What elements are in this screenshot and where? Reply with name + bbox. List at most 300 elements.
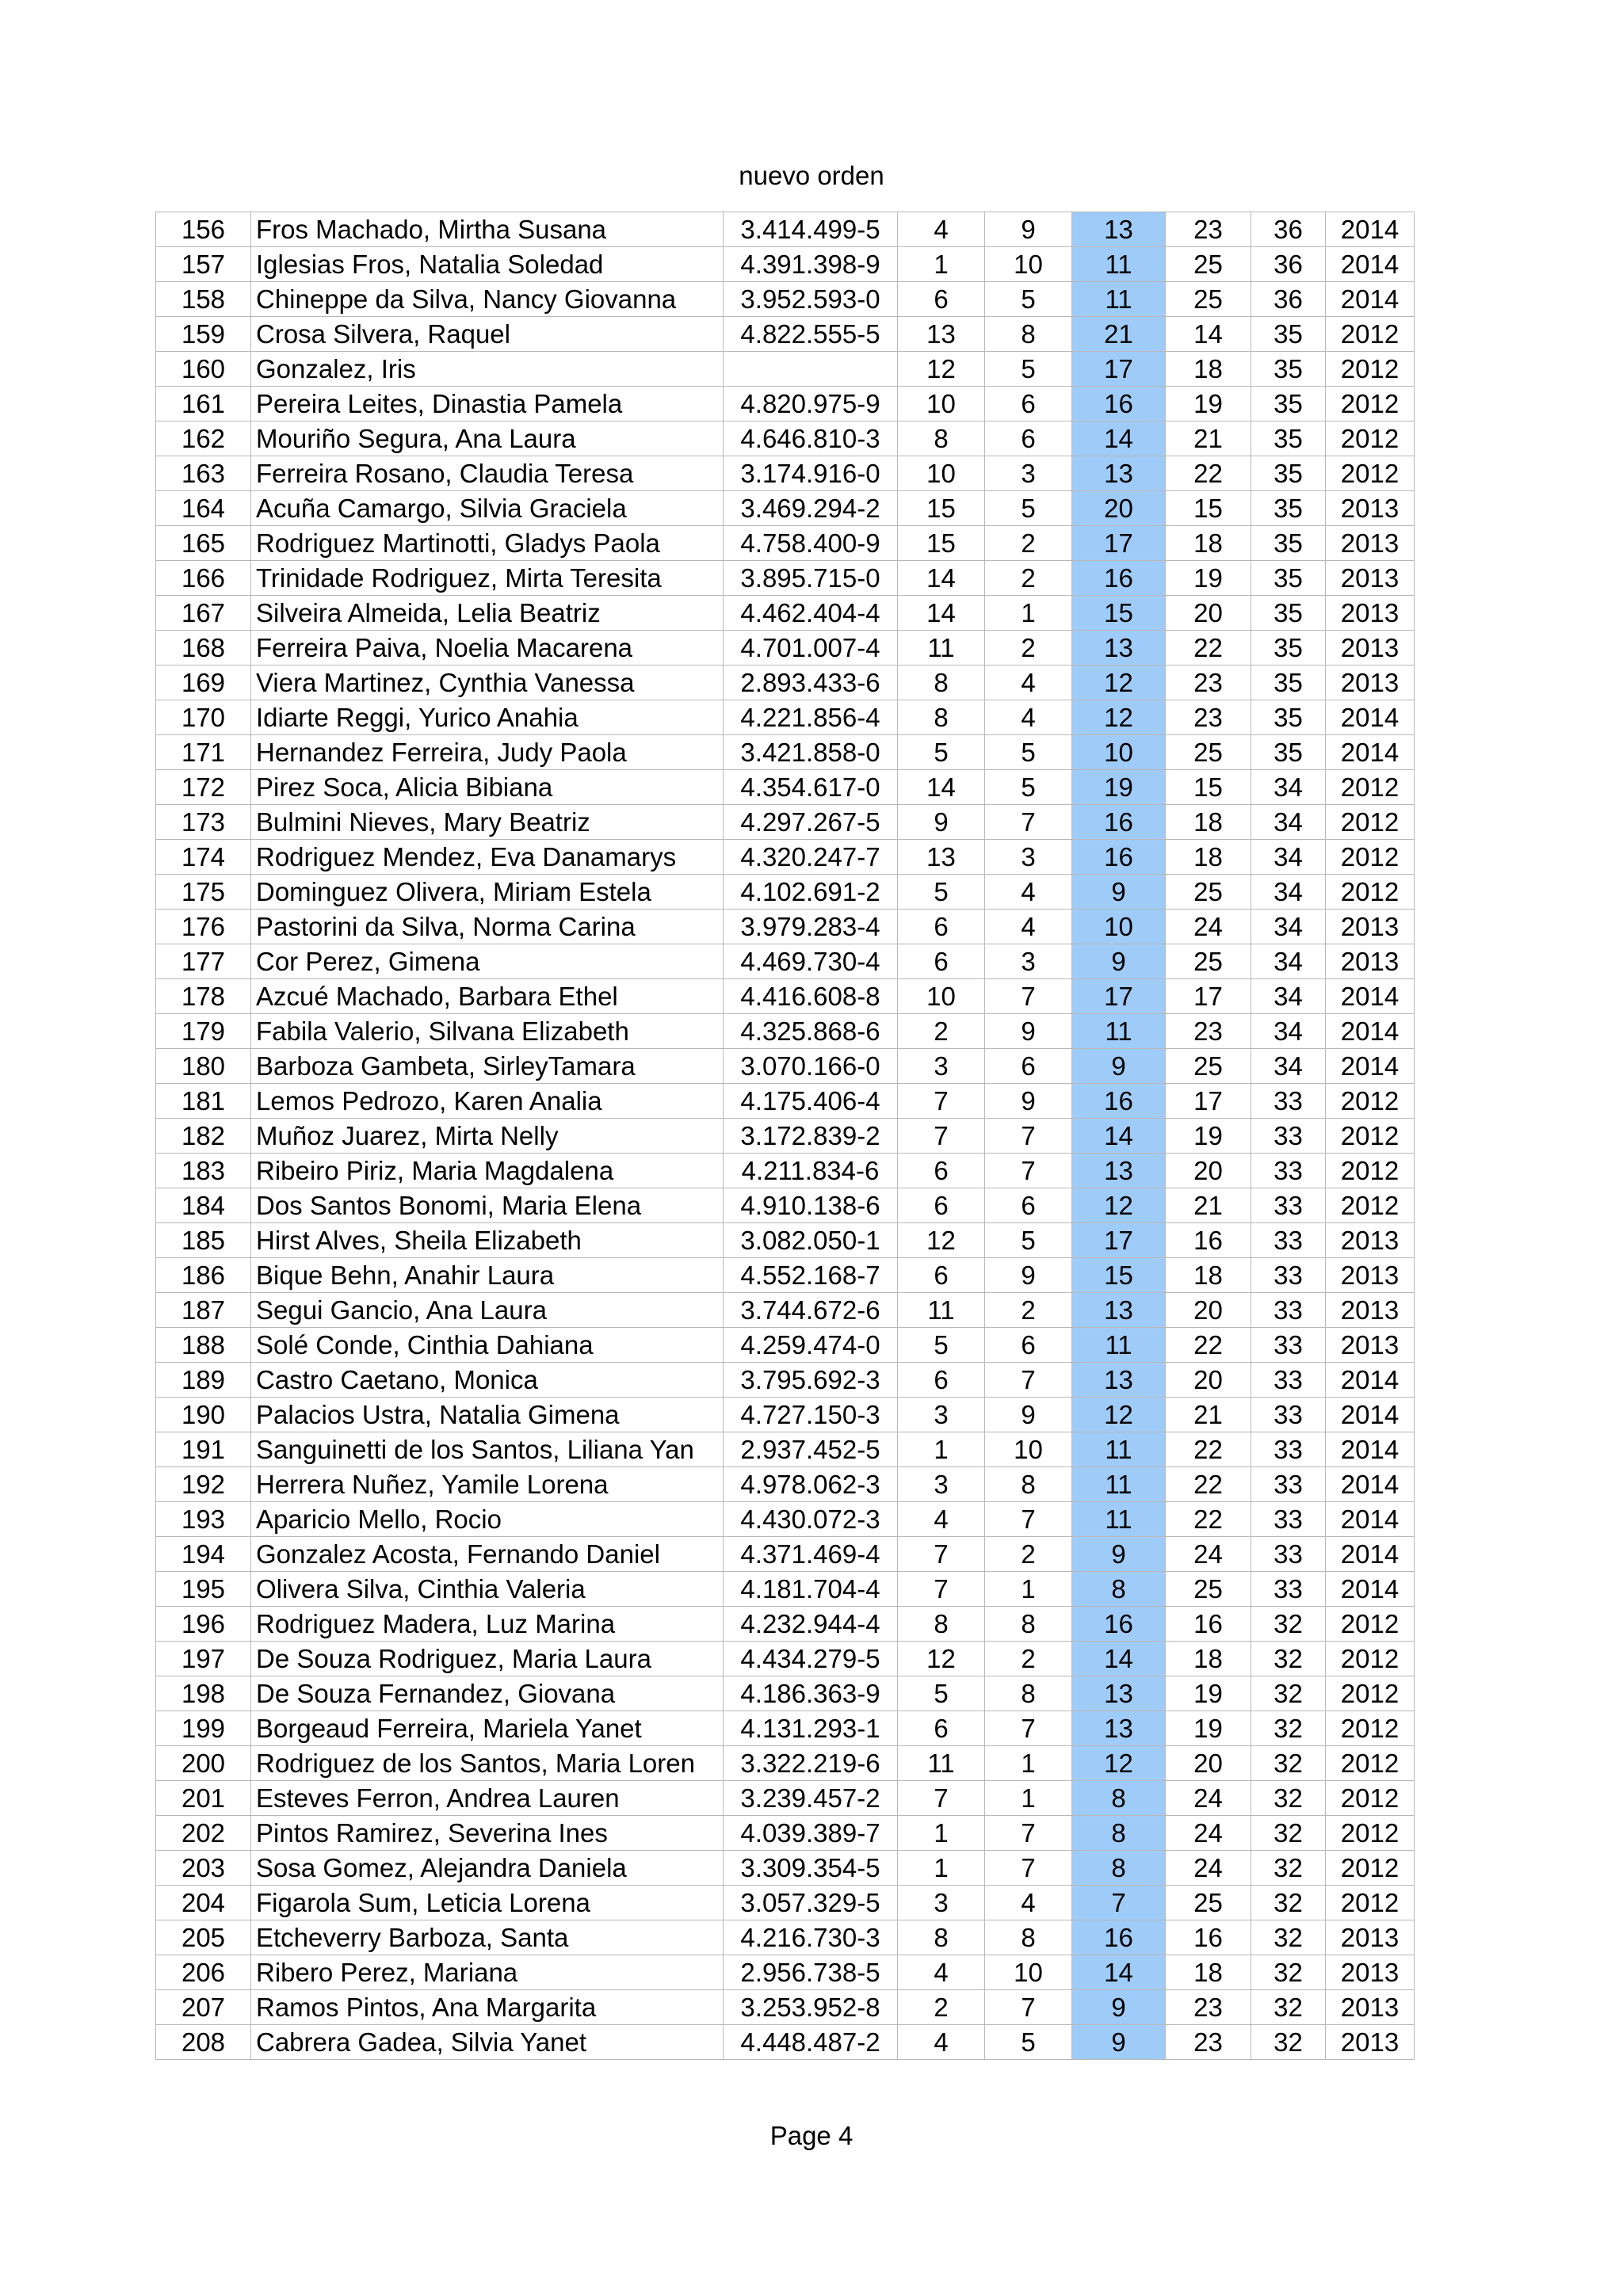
table-row bbox=[156, 247, 1415, 282]
cell-score-a: 3 bbox=[898, 1398, 985, 1432]
cell-score-c: 19 bbox=[1166, 1711, 1251, 1746]
table-row bbox=[156, 1781, 1415, 1816]
cell-year: 2014 bbox=[1326, 1537, 1415, 1572]
cell-score-total: 8 bbox=[1072, 1572, 1166, 1607]
cell-score-d: 35 bbox=[1251, 352, 1326, 387]
cell-full-name: Viera Martinez, Cynthia Vanessa bbox=[251, 666, 724, 700]
cell-score-d: 35 bbox=[1251, 456, 1326, 491]
cell-id-number: 4.232.944-4 bbox=[724, 1607, 898, 1642]
cell-score-total: 8 bbox=[1072, 1816, 1166, 1851]
cell-score-b: 5 bbox=[985, 1223, 1072, 1258]
cell-year: 2013 bbox=[1326, 666, 1415, 700]
cell-score-total: 9 bbox=[1072, 944, 1166, 979]
cell-row-number: 194 bbox=[156, 1537, 251, 1572]
cell-score-c: 24 bbox=[1166, 910, 1251, 944]
cell-row-number: 197 bbox=[156, 1642, 251, 1676]
cell-score-a: 1 bbox=[898, 1851, 985, 1886]
cell-id-number: 3.309.354-5 bbox=[724, 1851, 898, 1886]
cell-score-a: 5 bbox=[898, 1328, 985, 1363]
table-row bbox=[156, 910, 1415, 944]
cell-row-number: 174 bbox=[156, 840, 251, 875]
cell-score-total: 16 bbox=[1072, 840, 1166, 875]
cell-score-c: 22 bbox=[1166, 1432, 1251, 1467]
table-row bbox=[156, 1851, 1415, 1886]
cell-score-d: 32 bbox=[1251, 1711, 1326, 1746]
cell-score-c: 18 bbox=[1166, 526, 1251, 561]
cell-id-number: 4.297.267-5 bbox=[724, 805, 898, 840]
cell-score-b: 2 bbox=[985, 1293, 1072, 1328]
cell-year: 2013 bbox=[1326, 631, 1415, 666]
cell-year: 2013 bbox=[1326, 1258, 1415, 1293]
cell-score-a: 12 bbox=[898, 352, 985, 387]
cell-score-d: 34 bbox=[1251, 944, 1326, 979]
cell-score-total: 9 bbox=[1072, 1049, 1166, 1084]
cell-score-d: 35 bbox=[1251, 421, 1326, 456]
cell-row-number: 171 bbox=[156, 735, 251, 770]
cell-row-number: 179 bbox=[156, 1014, 251, 1049]
cell-full-name: Muñoz Juarez, Mirta Nelly bbox=[251, 1119, 724, 1154]
cell-score-a: 10 bbox=[898, 456, 985, 491]
table-row bbox=[156, 1014, 1415, 1049]
cell-score-b: 2 bbox=[985, 1642, 1072, 1676]
cell-score-total: 19 bbox=[1072, 770, 1166, 805]
cell-full-name: Fros Machado, Mirtha Susana bbox=[251, 212, 724, 247]
cell-score-d: 34 bbox=[1251, 770, 1326, 805]
cell-row-number: 192 bbox=[156, 1467, 251, 1502]
cell-score-a: 6 bbox=[898, 910, 985, 944]
cell-score-b: 4 bbox=[985, 666, 1072, 700]
cell-year: 2013 bbox=[1326, 2025, 1415, 2060]
table-row bbox=[156, 526, 1415, 561]
cell-score-b: 4 bbox=[985, 700, 1072, 735]
table-row bbox=[156, 317, 1415, 352]
cell-score-d: 32 bbox=[1251, 1781, 1326, 1816]
cell-full-name: Ribeiro Piriz, Maria Magdalena bbox=[251, 1154, 724, 1188]
cell-score-b: 3 bbox=[985, 840, 1072, 875]
cell-row-number: 185 bbox=[156, 1223, 251, 1258]
cell-id-number: 3.253.952-8 bbox=[724, 1990, 898, 2025]
cell-score-d: 36 bbox=[1251, 212, 1326, 247]
cell-score-b: 7 bbox=[985, 1154, 1072, 1188]
cell-score-a: 11 bbox=[898, 1293, 985, 1328]
cell-score-d: 32 bbox=[1251, 1642, 1326, 1676]
cell-score-d: 33 bbox=[1251, 1328, 1326, 1363]
table-row bbox=[156, 805, 1415, 840]
cell-year: 2014 bbox=[1326, 1572, 1415, 1607]
cell-full-name: Castro Caetano, Monica bbox=[251, 1363, 724, 1398]
cell-id-number: 3.082.050-1 bbox=[724, 1223, 898, 1258]
cell-score-d: 32 bbox=[1251, 1816, 1326, 1851]
cell-score-b: 6 bbox=[985, 1328, 1072, 1363]
cell-full-name: Lemos Pedrozo, Karen Analia bbox=[251, 1084, 724, 1119]
cell-year: 2012 bbox=[1326, 456, 1415, 491]
cell-score-d: 35 bbox=[1251, 700, 1326, 735]
table-row bbox=[156, 1049, 1415, 1084]
cell-score-b: 10 bbox=[985, 1432, 1072, 1467]
cell-row-number: 178 bbox=[156, 979, 251, 1014]
cell-year: 2013 bbox=[1326, 1990, 1415, 2025]
table-row bbox=[156, 1676, 1415, 1711]
table-row bbox=[156, 1642, 1415, 1676]
cell-score-d: 33 bbox=[1251, 1363, 1326, 1398]
cell-row-number: 200 bbox=[156, 1746, 251, 1781]
cell-id-number: 4.320.247-7 bbox=[724, 840, 898, 875]
table-row bbox=[156, 1188, 1415, 1223]
table-row bbox=[156, 735, 1415, 770]
cell-row-number: 198 bbox=[156, 1676, 251, 1711]
cell-score-d: 35 bbox=[1251, 631, 1326, 666]
cell-year: 2013 bbox=[1326, 1955, 1415, 1990]
cell-row-number: 203 bbox=[156, 1851, 251, 1886]
cell-score-c: 18 bbox=[1166, 1642, 1251, 1676]
cell-score-a: 6 bbox=[898, 944, 985, 979]
cell-score-b: 6 bbox=[985, 1049, 1072, 1084]
cell-score-a: 4 bbox=[898, 2025, 985, 2060]
cell-score-c: 19 bbox=[1166, 561, 1251, 596]
cell-score-b: 1 bbox=[985, 596, 1072, 631]
cell-score-a: 8 bbox=[898, 1607, 985, 1642]
cell-score-b: 6 bbox=[985, 421, 1072, 456]
cell-score-d: 34 bbox=[1251, 875, 1326, 910]
cell-score-a: 2 bbox=[898, 1014, 985, 1049]
cell-score-b: 1 bbox=[985, 1572, 1072, 1607]
cell-score-d: 32 bbox=[1251, 1676, 1326, 1711]
cell-score-total: 14 bbox=[1072, 421, 1166, 456]
cell-score-c: 23 bbox=[1166, 1014, 1251, 1049]
cell-id-number: 3.895.715-0 bbox=[724, 561, 898, 596]
cell-year: 2012 bbox=[1326, 352, 1415, 387]
cell-score-d: 34 bbox=[1251, 1049, 1326, 1084]
cell-year: 2012 bbox=[1326, 1711, 1415, 1746]
cell-score-c: 25 bbox=[1166, 282, 1251, 317]
cell-score-d: 32 bbox=[1251, 2025, 1326, 2060]
cell-id-number: 3.322.219-6 bbox=[724, 1746, 898, 1781]
table-row bbox=[156, 1363, 1415, 1398]
cell-row-number: 170 bbox=[156, 700, 251, 735]
cell-id-number: 4.371.469-4 bbox=[724, 1537, 898, 1572]
cell-score-total: 10 bbox=[1072, 910, 1166, 944]
cell-full-name: Rodriguez de los Santos, Maria Loren bbox=[251, 1746, 724, 1781]
cell-score-b: 8 bbox=[985, 1676, 1072, 1711]
cell-score-a: 15 bbox=[898, 491, 985, 526]
cell-score-c: 17 bbox=[1166, 979, 1251, 1014]
cell-score-b: 3 bbox=[985, 944, 1072, 979]
cell-row-number: 191 bbox=[156, 1432, 251, 1467]
cell-full-name: Sosa Gomez, Alejandra Daniela bbox=[251, 1851, 724, 1886]
cell-score-b: 5 bbox=[985, 2025, 1072, 2060]
cell-score-c: 19 bbox=[1166, 387, 1251, 421]
cell-score-b: 5 bbox=[985, 735, 1072, 770]
table-row bbox=[156, 387, 1415, 421]
cell-year: 2012 bbox=[1326, 770, 1415, 805]
cell-score-b: 5 bbox=[985, 352, 1072, 387]
cell-score-total: 11 bbox=[1072, 247, 1166, 282]
cell-full-name: Bulmini Nieves, Mary Beatriz bbox=[251, 805, 724, 840]
cell-score-c: 25 bbox=[1166, 735, 1251, 770]
cell-row-number: 180 bbox=[156, 1049, 251, 1084]
cell-id-number: 4.434.279-5 bbox=[724, 1642, 898, 1676]
cell-score-c: 22 bbox=[1166, 1467, 1251, 1502]
cell-full-name: Sanguinetti de los Santos, Liliana Yan bbox=[251, 1432, 724, 1467]
cell-year: 2014 bbox=[1326, 1363, 1415, 1398]
cell-score-a: 5 bbox=[898, 1676, 985, 1711]
cell-full-name: Solé Conde, Cinthia Dahiana bbox=[251, 1328, 724, 1363]
cell-score-c: 19 bbox=[1166, 1119, 1251, 1154]
table-row bbox=[156, 421, 1415, 456]
cell-score-total: 13 bbox=[1072, 1293, 1166, 1328]
cell-score-a: 11 bbox=[898, 1746, 985, 1781]
table-body bbox=[156, 212, 1415, 2060]
cell-id-number: 4.391.398-9 bbox=[724, 247, 898, 282]
cell-score-total: 12 bbox=[1072, 700, 1166, 735]
cell-id-number: 4.820.975-9 bbox=[724, 387, 898, 421]
cell-score-total: 9 bbox=[1072, 1990, 1166, 2025]
cell-score-d: 32 bbox=[1251, 1886, 1326, 1920]
cell-score-b: 9 bbox=[985, 1014, 1072, 1049]
cell-row-number: 205 bbox=[156, 1920, 251, 1955]
cell-score-total: 21 bbox=[1072, 317, 1166, 352]
cell-score-d: 33 bbox=[1251, 1188, 1326, 1223]
cell-year: 2012 bbox=[1326, 1119, 1415, 1154]
cell-score-b: 9 bbox=[985, 212, 1072, 247]
cell-id-number: 2.893.433-6 bbox=[724, 666, 898, 700]
cell-score-a: 14 bbox=[898, 770, 985, 805]
cell-year: 2013 bbox=[1326, 561, 1415, 596]
table-row bbox=[156, 1920, 1415, 1955]
cell-score-b: 1 bbox=[985, 1746, 1072, 1781]
cell-score-c: 18 bbox=[1166, 352, 1251, 387]
cell-full-name: Bique Behn, Anahir Laura bbox=[251, 1258, 724, 1293]
cell-score-a: 6 bbox=[898, 1258, 985, 1293]
cell-score-total: 16 bbox=[1072, 387, 1166, 421]
cell-score-b: 2 bbox=[985, 1537, 1072, 1572]
table-row bbox=[156, 1816, 1415, 1851]
cell-row-number: 167 bbox=[156, 596, 251, 631]
cell-score-total: 7 bbox=[1072, 1886, 1166, 1920]
cell-row-number: 159 bbox=[156, 317, 251, 352]
cell-score-b: 6 bbox=[985, 1188, 1072, 1223]
cell-score-d: 34 bbox=[1251, 910, 1326, 944]
cell-score-total: 8 bbox=[1072, 1781, 1166, 1816]
cell-id-number: 4.131.293-1 bbox=[724, 1711, 898, 1746]
cell-score-c: 20 bbox=[1166, 596, 1251, 631]
cell-year: 2014 bbox=[1326, 282, 1415, 317]
cell-id-number: 3.239.457-2 bbox=[724, 1781, 898, 1816]
cell-full-name: Ferreira Paiva, Noelia Macarena bbox=[251, 631, 724, 666]
cell-row-number: 156 bbox=[156, 212, 251, 247]
cell-score-total: 16 bbox=[1072, 1920, 1166, 1955]
cell-id-number: 4.448.487-2 bbox=[724, 2025, 898, 2060]
cell-full-name: Gonzalez, Iris bbox=[251, 352, 724, 387]
cell-score-d: 32 bbox=[1251, 1990, 1326, 2025]
table-row bbox=[156, 561, 1415, 596]
cell-score-d: 33 bbox=[1251, 1223, 1326, 1258]
cell-year: 2012 bbox=[1326, 840, 1415, 875]
cell-id-number: 4.646.810-3 bbox=[724, 421, 898, 456]
cell-score-total: 11 bbox=[1072, 1014, 1166, 1049]
table-row bbox=[156, 1886, 1415, 1920]
table-row bbox=[156, 1502, 1415, 1537]
cell-score-b: 4 bbox=[985, 1886, 1072, 1920]
cell-full-name: Rodriguez Mendez, Eva Danamarys bbox=[251, 840, 724, 875]
cell-id-number: 4.175.406-4 bbox=[724, 1084, 898, 1119]
cell-id-number: 3.070.166-0 bbox=[724, 1049, 898, 1084]
cell-score-d: 33 bbox=[1251, 1572, 1326, 1607]
cell-year: 2012 bbox=[1326, 1154, 1415, 1188]
cell-score-d: 33 bbox=[1251, 1119, 1326, 1154]
cell-score-d: 33 bbox=[1251, 1154, 1326, 1188]
cell-full-name: Pereira Leites, Dinastia Pamela bbox=[251, 387, 724, 421]
cell-score-c: 25 bbox=[1166, 1572, 1251, 1607]
cell-year: 2014 bbox=[1326, 700, 1415, 735]
cell-score-c: 23 bbox=[1166, 212, 1251, 247]
cell-score-c: 24 bbox=[1166, 1816, 1251, 1851]
cell-score-a: 6 bbox=[898, 1711, 985, 1746]
cell-score-d: 35 bbox=[1251, 666, 1326, 700]
table-row bbox=[156, 491, 1415, 526]
cell-year: 2014 bbox=[1326, 735, 1415, 770]
cell-score-c: 21 bbox=[1166, 1398, 1251, 1432]
cell-score-total: 9 bbox=[1072, 1537, 1166, 1572]
table-row bbox=[156, 1328, 1415, 1363]
cell-score-b: 2 bbox=[985, 561, 1072, 596]
cell-score-a: 12 bbox=[898, 1223, 985, 1258]
cell-row-number: 207 bbox=[156, 1990, 251, 2025]
cell-score-c: 25 bbox=[1166, 1049, 1251, 1084]
cell-row-number: 165 bbox=[156, 526, 251, 561]
cell-full-name: Rodriguez Madera, Luz Marina bbox=[251, 1607, 724, 1642]
cell-full-name: Gonzalez Acosta, Fernando Daniel bbox=[251, 1537, 724, 1572]
cell-year: 2013 bbox=[1326, 944, 1415, 979]
cell-row-number: 186 bbox=[156, 1258, 251, 1293]
cell-score-d: 35 bbox=[1251, 491, 1326, 526]
cell-score-b: 9 bbox=[985, 1398, 1072, 1432]
cell-score-b: 8 bbox=[985, 1467, 1072, 1502]
cell-row-number: 162 bbox=[156, 421, 251, 456]
cell-score-d: 32 bbox=[1251, 1746, 1326, 1781]
table-row bbox=[156, 875, 1415, 910]
cell-score-d: 33 bbox=[1251, 1502, 1326, 1537]
cell-id-number: 4.978.062-3 bbox=[724, 1467, 898, 1502]
cell-score-d: 33 bbox=[1251, 1467, 1326, 1502]
cell-score-c: 23 bbox=[1166, 700, 1251, 735]
cell-id-number: 2.956.738-5 bbox=[724, 1955, 898, 1990]
cell-score-c: 15 bbox=[1166, 491, 1251, 526]
cell-id-number: 4.186.363-9 bbox=[724, 1676, 898, 1711]
cell-score-b: 4 bbox=[985, 910, 1072, 944]
cell-year: 2014 bbox=[1326, 247, 1415, 282]
cell-id-number bbox=[724, 352, 898, 387]
cell-row-number: 206 bbox=[156, 1955, 251, 1990]
cell-score-b: 5 bbox=[985, 282, 1072, 317]
cell-score-total: 11 bbox=[1072, 1328, 1166, 1363]
cell-score-b: 10 bbox=[985, 247, 1072, 282]
table-row bbox=[156, 1258, 1415, 1293]
cell-score-d: 32 bbox=[1251, 1607, 1326, 1642]
cell-id-number: 4.469.730-4 bbox=[724, 944, 898, 979]
cell-score-total: 17 bbox=[1072, 1223, 1166, 1258]
cell-row-number: 168 bbox=[156, 631, 251, 666]
cell-score-total: 13 bbox=[1072, 1154, 1166, 1188]
cell-score-d: 34 bbox=[1251, 840, 1326, 875]
cell-score-total: 15 bbox=[1072, 1258, 1166, 1293]
cell-year: 2012 bbox=[1326, 421, 1415, 456]
cell-id-number: 4.727.150-3 bbox=[724, 1398, 898, 1432]
cell-score-a: 10 bbox=[898, 979, 985, 1014]
cell-score-total: 13 bbox=[1072, 456, 1166, 491]
cell-year: 2012 bbox=[1326, 1816, 1415, 1851]
cell-score-a: 13 bbox=[898, 840, 985, 875]
cell-id-number: 3.174.916-0 bbox=[724, 456, 898, 491]
cell-score-c: 22 bbox=[1166, 456, 1251, 491]
cell-full-name: Chineppe da Silva, Nancy Giovanna bbox=[251, 282, 724, 317]
cell-score-a: 2 bbox=[898, 1990, 985, 2025]
cell-score-a: 13 bbox=[898, 317, 985, 352]
cell-score-c: 16 bbox=[1166, 1607, 1251, 1642]
cell-row-number: 202 bbox=[156, 1816, 251, 1851]
cell-full-name: Iglesias Fros, Natalia Soledad bbox=[251, 247, 724, 282]
cell-score-a: 9 bbox=[898, 805, 985, 840]
cell-score-total: 11 bbox=[1072, 282, 1166, 317]
cell-year: 2014 bbox=[1326, 1432, 1415, 1467]
cell-id-number: 3.469.294-2 bbox=[724, 491, 898, 526]
cell-score-a: 11 bbox=[898, 631, 985, 666]
cell-score-total: 15 bbox=[1072, 596, 1166, 631]
cell-score-total: 17 bbox=[1072, 352, 1166, 387]
cell-full-name: Silveira Almeida, Lelia Beatriz bbox=[251, 596, 724, 631]
cell-score-a: 4 bbox=[898, 1502, 985, 1537]
cell-score-c: 17 bbox=[1166, 1084, 1251, 1119]
table-row bbox=[156, 666, 1415, 700]
cell-full-name: Azcué Machado, Barbara Ethel bbox=[251, 979, 724, 1014]
cell-row-number: 175 bbox=[156, 875, 251, 910]
cell-row-number: 183 bbox=[156, 1154, 251, 1188]
cell-score-d: 35 bbox=[1251, 317, 1326, 352]
cell-score-c: 24 bbox=[1166, 1851, 1251, 1886]
cell-score-c: 15 bbox=[1166, 770, 1251, 805]
cell-score-a: 1 bbox=[898, 1432, 985, 1467]
cell-full-name: Dos Santos Bonomi, Maria Elena bbox=[251, 1188, 724, 1223]
cell-score-total: 12 bbox=[1072, 666, 1166, 700]
cell-id-number: 4.758.400-9 bbox=[724, 526, 898, 561]
cell-id-number: 4.354.617-0 bbox=[724, 770, 898, 805]
cell-score-a: 4 bbox=[898, 212, 985, 247]
table-row bbox=[156, 1990, 1415, 2025]
cell-id-number: 3.744.672-6 bbox=[724, 1293, 898, 1328]
cell-score-c: 20 bbox=[1166, 1293, 1251, 1328]
cell-score-a: 7 bbox=[898, 1084, 985, 1119]
cell-score-a: 12 bbox=[898, 1642, 985, 1676]
cell-row-number: 182 bbox=[156, 1119, 251, 1154]
cell-score-b: 7 bbox=[985, 1119, 1072, 1154]
cell-score-total: 9 bbox=[1072, 875, 1166, 910]
cell-full-name: Dominguez Olivera, Miriam Estela bbox=[251, 875, 724, 910]
cell-row-number: 181 bbox=[156, 1084, 251, 1119]
cell-year: 2013 bbox=[1326, 1293, 1415, 1328]
cell-score-d: 36 bbox=[1251, 282, 1326, 317]
cell-id-number: 4.102.691-2 bbox=[724, 875, 898, 910]
table-row bbox=[156, 212, 1415, 247]
cell-full-name: Barboza Gambeta, SirleyTamara bbox=[251, 1049, 724, 1084]
cell-score-a: 1 bbox=[898, 247, 985, 282]
cell-score-c: 18 bbox=[1166, 840, 1251, 875]
cell-score-total: 16 bbox=[1072, 805, 1166, 840]
table-row bbox=[156, 1955, 1415, 1990]
cell-score-c: 16 bbox=[1166, 1920, 1251, 1955]
cell-row-number: 193 bbox=[156, 1502, 251, 1537]
cell-score-b: 7 bbox=[985, 1502, 1072, 1537]
cell-score-total: 14 bbox=[1072, 1955, 1166, 1990]
